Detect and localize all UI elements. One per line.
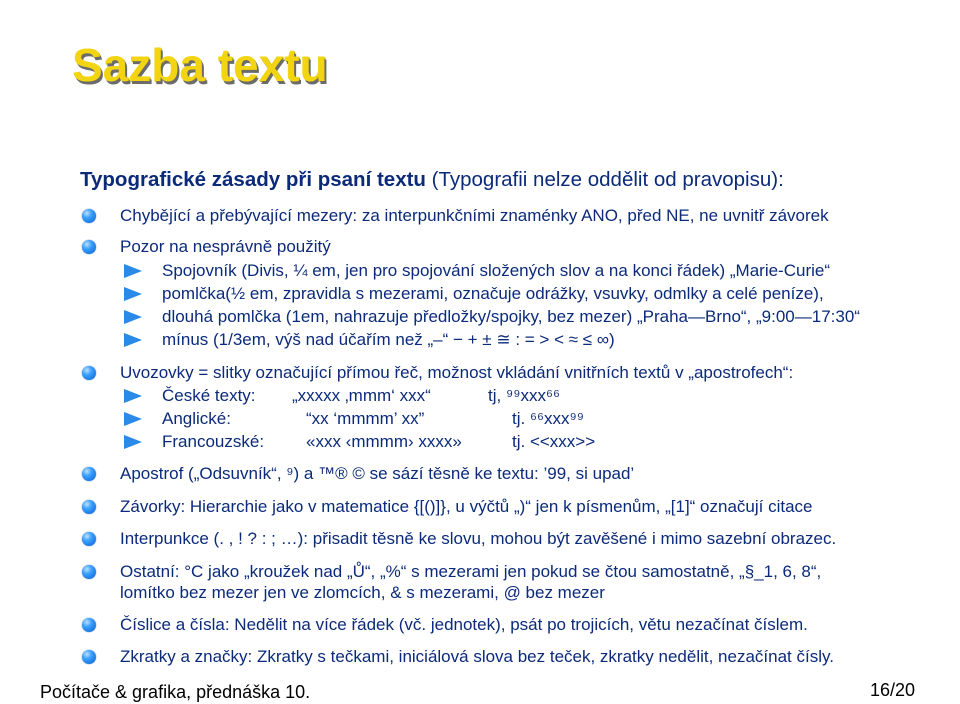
list-item: Číslice a čísla: Nedělit na více řádek (vč. jednotek), psát po trojicích, větu nezačínat číslem. (120, 615, 808, 634)
sub-list-item: dlouhá pomlčka (1em, nahrazuje předložky/spojky, bez mezer) „Praha—Brno“, „9:00—17:30“ (162, 307, 860, 326)
bullet-icon (82, 532, 96, 546)
page-number: 16/20 (870, 680, 916, 700)
arrow-bullet-icon (124, 264, 142, 278)
sub-list-item: pomlčka(½ em, zpravidla s mezerami, označuje odrážky, vsuvky, odmlky a celé peníze), (162, 284, 824, 303)
quote-example-english: “xx ‘mmmm’ xx” (306, 409, 425, 428)
bullet-icon (82, 209, 96, 223)
arrow-bullet-icon (124, 389, 142, 403)
arrow-bullet-icon (124, 287, 142, 301)
heading-bold: Typografické zásady při psaní textu (80, 168, 426, 191)
list-item: Zkratky a značky: Zkratky s tečkami, iniciálová slova bez teček, zkratky nedělit, nezačínat čísly. (120, 647, 834, 666)
arrow-bullet-icon (124, 435, 142, 449)
arrow-bullet-icon (124, 310, 142, 324)
list-item: Interpunkce (. , ! ? : ; …): přisadit těsně ke slovu, mohou být zavěšené i mimo sazební obrazec. (120, 529, 837, 548)
bullet-icon (82, 467, 96, 481)
bullet-icon (82, 240, 96, 254)
heading-rest: (Typografii nelze oddělit od pravopisu): (425, 168, 784, 191)
list-item: Apostrof („Odsuvník“, ⁹) a ™® © se sází těsně ke textu: ’99, si upad’ (120, 464, 635, 483)
bullet-icon (82, 618, 96, 632)
list-item: Závorky: Hierarchie jako v matematice {[()]}, u výčtů „)“ jen k písmenům, „[1]“ označují citace (120, 497, 813, 516)
list-item-continuation: lomítko bez mezer jen ve zlomcích, & s mezerami, @ bez mezer (120, 583, 605, 602)
quote-label-english: Anglické: (162, 409, 231, 428)
quote-label-french: Francouzské: (162, 432, 265, 451)
quote-tj-french: tj. <<xxx>> (512, 432, 596, 451)
bullet-icon (82, 565, 96, 579)
arrow-bullet-icon (124, 412, 142, 426)
list-item: Ostatní: °C jako „kroužek nad „Ů“, „%“ s mezerami jen pokud se čtou samostatně, „§_1, 6, 8“, (120, 562, 822, 581)
bullet-icon (82, 650, 96, 664)
sub-list-item: Spojovník (Divis, ¼ em, jen pro spojování složených slov a na konci řádek) „Marie-Curie“ (162, 261, 830, 280)
section-heading (80, 168, 784, 192)
sub-list-item: mínus (1/3em, výš nad účařím než „–“ − + ± ≅ : = > < ≈ ≤ ∞) (162, 330, 615, 349)
list-item: Uvozovky = slitky označující přímou řeč, možnost vkládání vnitřních textů v „apostrofech“: (120, 363, 794, 382)
list-item: Chybějící a přebývající mezery: za interpunkčními znaménky ANO, před NE, ne uvnitř závorek (120, 206, 829, 225)
quote-label-czech: České texty: (162, 386, 256, 405)
quote-example-french: «xxx ‹mmmm› xxxx» (306, 432, 462, 451)
bullet-icon (82, 366, 96, 380)
quote-tj-czech: tj, ⁹⁹xxx⁶⁶ (488, 386, 561, 405)
slide-title: Sazba textu (72, 39, 328, 91)
quote-tj-english: tj. ⁶⁶xxx⁹⁹ (512, 409, 585, 428)
list-item: Pozor na nesprávně použitý (120, 237, 331, 256)
quote-example-czech: „xxxxx ‚mmm‘ xxx“ (292, 386, 431, 405)
footer-course: Počítače & grafika, přednáška 10. (40, 682, 311, 702)
arrow-bullet-icon (124, 333, 142, 347)
bullet-icon (82, 500, 96, 514)
